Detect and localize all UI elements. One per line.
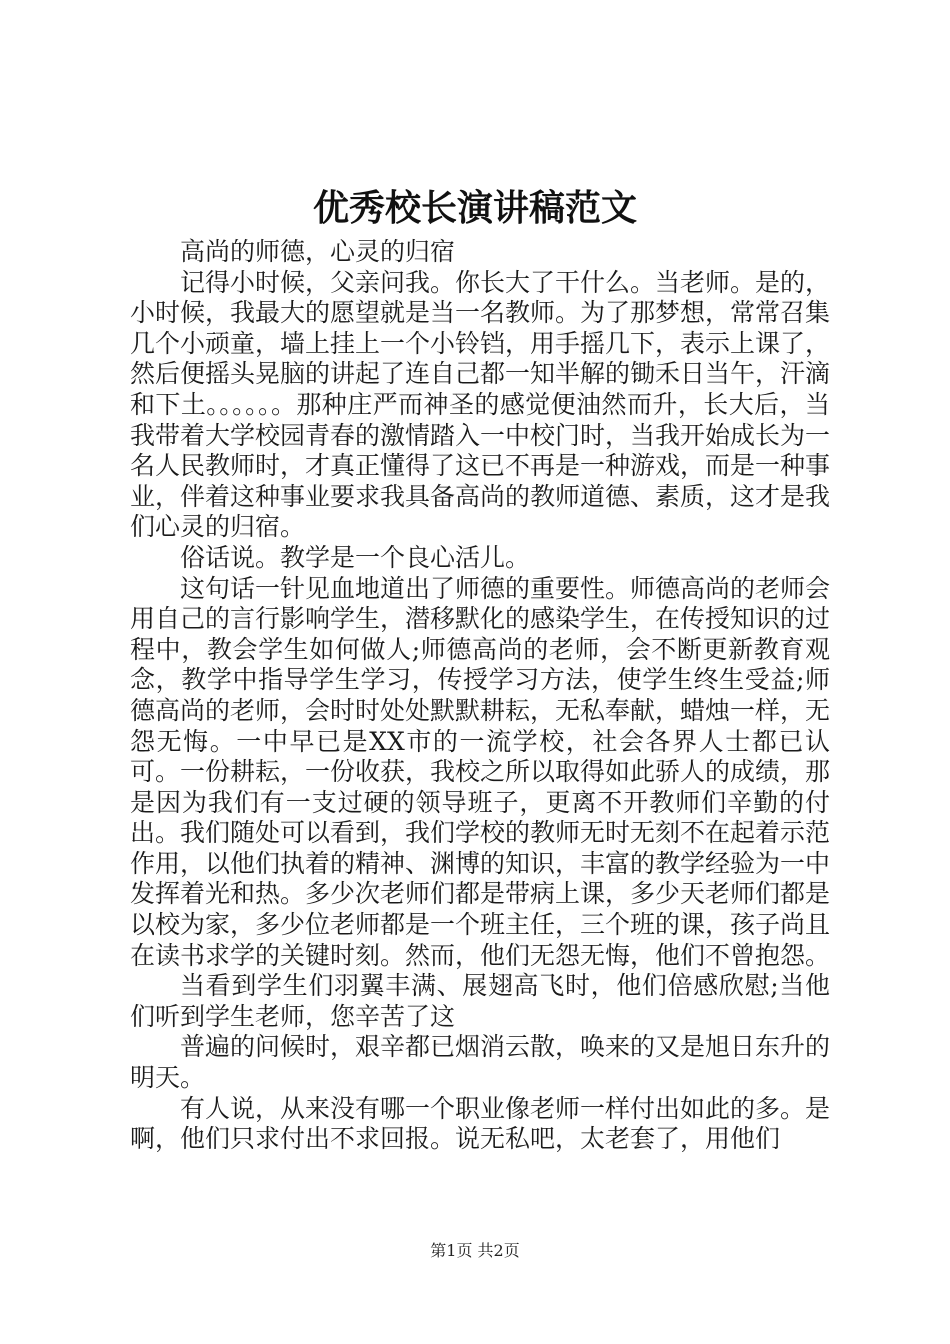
paragraph-heading: 高尚的师德，心灵的归宿 [180, 237, 456, 266]
paragraph: 有人说，从来没有哪一个职业像老师一样付出如此的多。是啊，他们只求付出不求回报。说无私吧，太老套了，用他们 [130, 1093, 831, 1154]
document-title: 优秀校长演讲稿范文 [312, 187, 637, 229]
page-number-footer: 第1页 共2页 [430, 1241, 520, 1260]
paragraph: 记得小时候，父亲问我。你长大了干什么。当老师。是的，小时候，我最大的愿望就是当一名教师。为了那梦想，常常召集几个小顽童，墙上挂上一个小铃铛，用手摇几下，表示上课了，然后便摇头晃脑的讲起了连自己都一知半解的锄禾日当午，汗滴和下土。。。。。。那种庄严而神圣的感觉便油然而升，长大后，当我带着大学校园青春的激情踏入一中校门时，当我开始成长为一名人民教师时，才真正懂得了这已不再是一种游戏，而是一种事业，伴着这种事业要求我具备高尚的教师道德、素质，这才是我们心灵的归宿。 [130, 267, 831, 542]
paragraph: 当看到学生们羽翼丰满、展翅高飞时，他们倍感欣慰;当他们听到学生老师，您辛苦了这 [130, 971, 830, 1031]
document-body [130, 237, 830, 1155]
paragraph: 这句话一针见血地道出了师德的重要性。师德高尚的老师会用自己的言行影响学生，潜移默化的感染学生，在传授知识的过程中，教会学生如何做人;师德高尚的老师，会不断更新教育观念，教学中指导学生学习，传授学习方法，使学生终生受益;师德高尚的老师，会时时处处默默耕耘，无私奉献，蜡烛一样，无怨无悔。一中早已是XX市的一流学校，社会各界人士都已认可。一份耕耘，一份收获，我校之所以取得如此骄人的成绩，那是因为我们有一支过硬的领导班子，更离不开教师们辛勤的付出。我们随处可以看到，我们学校的教师无时无刻不在起着示范作用，以他们执着的精神、渊博的知识，丰富的教学经验为一中发挥着光和热。多少次老师们都是带病上课，多少天老师们都是以校为家，多少位老师都是一个班主任，三个班的课，孩子尚且在读书求学的关键时刻。然而，他们无怨无悔，他们不曾抱怨。 [130, 573, 831, 970]
paragraph: 普遍的问候时，艰辛都已烟消云散，唤来的又是旭日东升的明天。 [130, 1032, 831, 1093]
paragraph: 俗话说。教学是一个良心活儿。 [180, 542, 531, 572]
